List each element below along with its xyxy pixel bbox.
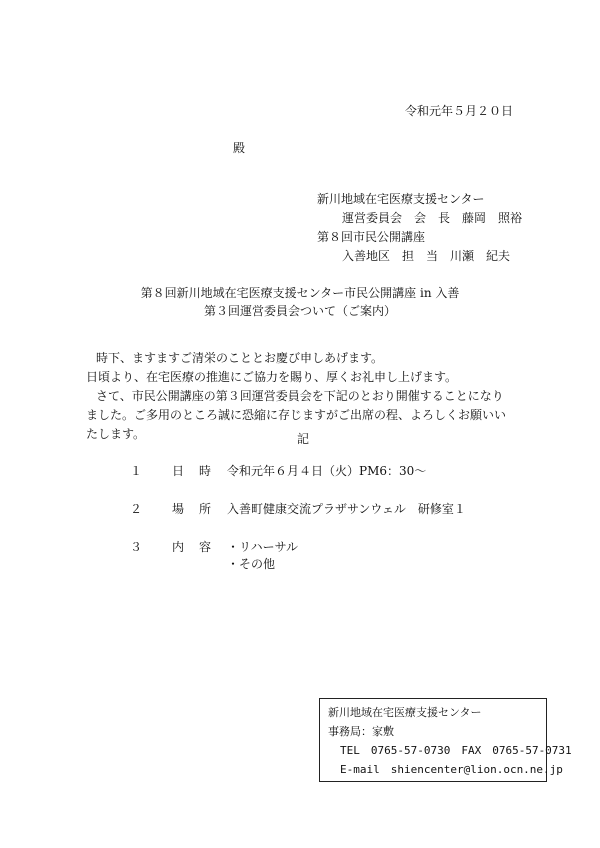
contact-office: 事務局：家敷	[328, 725, 394, 738]
sender-organization: 新川地域在宅医療支援センター	[317, 192, 485, 206]
ki-heading: 記	[297, 432, 310, 446]
item-number: １	[130, 464, 143, 478]
item-number: ３	[130, 540, 143, 554]
subject-heading	[0, 284, 600, 320]
item-value-continued: ・その他	[227, 557, 276, 571]
contact-box	[319, 698, 572, 782]
body-line: 時下、ますますご清栄のこととお慶び申しあげます。	[96, 351, 384, 365]
item-value: 令和元年６月４日（火）PM6：30～	[227, 464, 427, 478]
item-key-char: 容	[199, 540, 212, 554]
item-value: 入善町健康交流プラザサンウェル 研修室１	[227, 502, 466, 516]
item-value: ・リハーサル	[227, 540, 299, 554]
item-key-char: 所	[199, 502, 212, 516]
letter-date: 令和元年５月２０日	[404, 104, 513, 118]
contact-phone-fax: TEL 0765-57-0730 FAX 0765-57-0731	[340, 744, 572, 757]
item-key-char: 場	[172, 502, 185, 516]
item-key-char: 日	[172, 464, 185, 478]
body-line: 日頃より、在宅医療の推進にご協力を賜り、厚くお礼申し上げます。	[86, 370, 458, 384]
body-line: ました。ご多用のところ誠に恐縮に存じますがご出席の程、よろしくお願いい	[86, 408, 507, 422]
addressee-honorific: 殿	[233, 141, 246, 155]
contact-email: E-mail shiencenter@lion.ocn.ne.jp	[340, 763, 563, 776]
item-number: ２	[130, 502, 143, 516]
body-line: たします。	[86, 427, 146, 441]
sender-committee-chair: 運営委員会 会 長 藤岡 照裕	[342, 211, 523, 225]
sender-area-contact: 入善地区 担 当 川瀬 紀夫	[342, 249, 511, 263]
item-key-char: 内	[172, 540, 185, 554]
body-line: さて、市民公開講座の第３回運営委員会を下記のとおり開催することになり	[96, 389, 504, 403]
letter-body	[86, 349, 536, 444]
subject-line-1: 第８回新川地域在宅医療支援センター市民公開講座 in 入善	[140, 286, 460, 300]
contact-organization: 新川地域在宅医療支援センター	[328, 706, 482, 719]
item-key-char: 時	[199, 464, 212, 478]
sender-lecture-name: 第８回市民公開講座	[317, 230, 426, 244]
subject-line-2: 第３回運営委員会ついて（ご案内）	[203, 304, 396, 318]
